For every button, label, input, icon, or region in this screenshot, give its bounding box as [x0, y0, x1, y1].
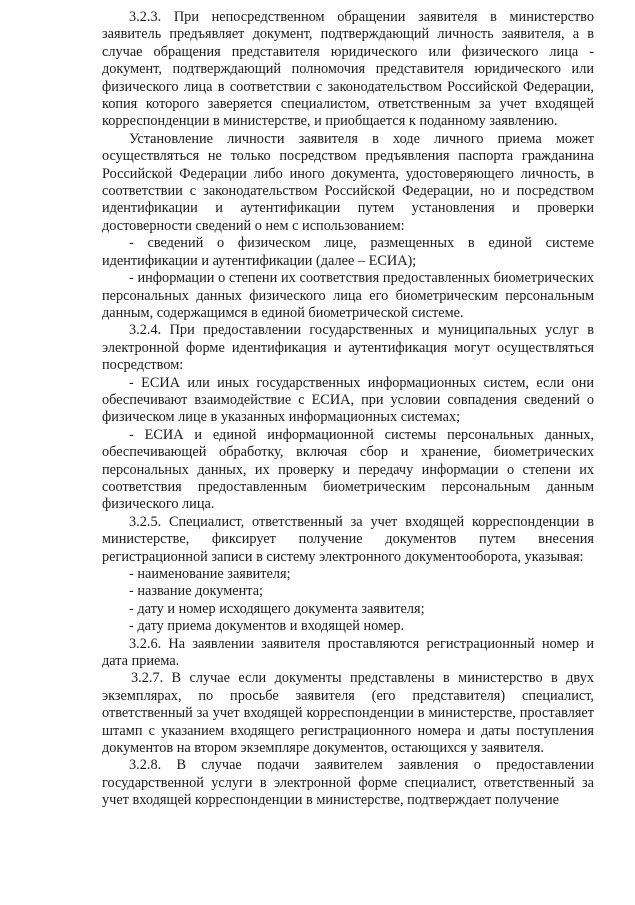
document-page — [102, 9, 594, 810]
list-item-esia-systems: - ЕСИА или иных государственных информационных систем, если они обеспечивают взаимодействие с ЕСИА, при условии совпадения сведений о физическом лице в указанных информационных системах; — [102, 374, 594, 426]
paragraph-identity-establishment: Установление личности заявителя в ходе личного приема может осуществляться не только посредством предъявления паспорта гражданина Российской Федерации либо иного документа, удостоверяющего личность, в соответствии с законодательством Российской Федерации, но и посредством идентификации и аутентификации путем установления и проверки достоверности сведений о нем с использованием: — [102, 130, 594, 234]
paragraph-3-2-3: 3.2.3. При непосредственном обращении заявителя в министерство заявитель предъявляет документ, подтверждающий личность заявителя, а в случае обращения представителя юридического или физического лица - документ, подтверждающий полномочия представителя юридического или физического лица в соответствии с законодательством Российской Федерации, копия которого заверяется специалистом, ответственным за учет входящей корреспонденции в министерстве, и приобщается к поданному заявлению. — [102, 9, 594, 130]
list-item-biometric-info: - информации о степени их соответствия предоставленных биометрических персональных данных физического лица его биометрическим персональным данным, содержащимся в единой биометрической системе. — [102, 270, 594, 321]
list-item-esia-info: - сведений о физическом лице, размещенных в единой системе идентификации и аутентификации (далее – ЕСИА); — [102, 235, 594, 269]
list-item-esia-biometric-system: - ЕСИА и единой информационной системы персональных данных, обеспечивающей обработку, включая сбор и хранение, биометрических персональных данных, их проверку и передачу информации о степени их соответствия предоставленным биометрическим персональным данным физического лица. — [102, 426, 594, 513]
paragraph-3-2-7: 3.2.7. В случае если документы представлены в министерство в двух экземплярах, по просьбе заявителя (его представителя) специалист, ответственный за учет входящей корреспонденции в министерстве, проставляет штамп с указанием входящего регистрационного номера и даты поступления документов на втором экземпляре документов, остающихся у заявителя. — [102, 670, 594, 757]
paragraph-3-2-8: 3.2.8. В случае подачи заявителем заявления о предоставлении государственной услуги в электронной форме специалист, ответственный за учет входящей корреспонденции в министерстве, подтверждает получение — [102, 757, 594, 809]
paragraph-3-2-4: 3.2.4. При предоставлении государственных и муниципальных услуг в электронной форме идентификация и аутентификация могут осуществляться посредством: — [102, 322, 594, 374]
list-item-receipt-date-number: - дату приема документов и входящей номер. — [129, 618, 405, 635]
list-item-document-name: - название документа; — [129, 583, 264, 600]
list-item-applicant-name: - наименование заявителя; — [129, 566, 291, 582]
list-item-outgoing-date-number: - дату и номер исходящего документа заявителя; — [129, 600, 425, 617]
paragraph-3-2-6: 3.2.6. На заявлении заявителя проставляются регистрационный номер и дата приема. — [102, 635, 594, 670]
paragraph-3-2-5: 3.2.5. Специалист, ответственный за учет входящей корреспонденции в министерстве, фиксирует получение документов путем внесения регистрационной записи в систему электронного документооборота, указывая: — [102, 513, 594, 565]
